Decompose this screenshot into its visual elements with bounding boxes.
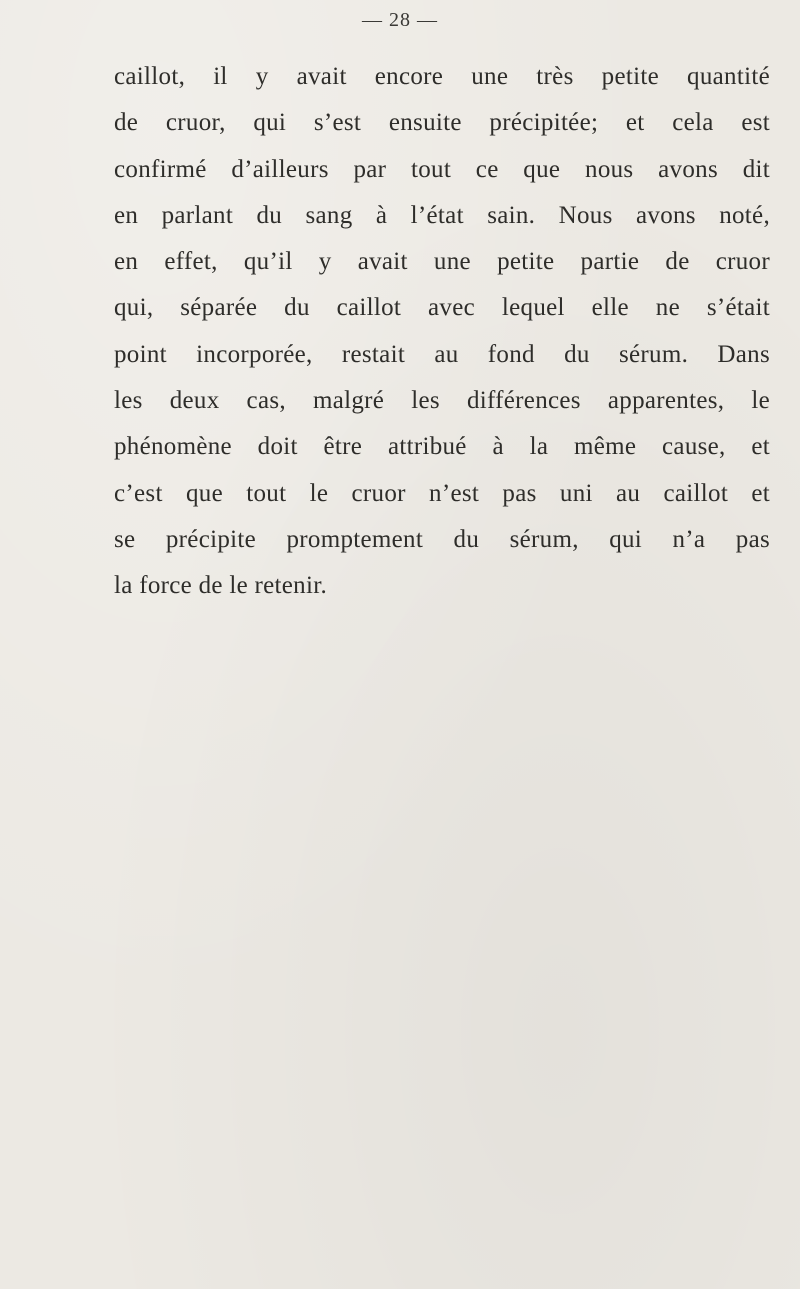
text-line: qui, séparée du caillot avec lequel elle ne s’était: [114, 294, 770, 322]
page-number: — 28 —: [362, 9, 438, 31]
text-line: point incorporée, restait au fond du sérum. Dans: [114, 340, 770, 368]
text-line: confirmé d’ailleurs par tout ce que nous avons dit: [114, 155, 770, 183]
text-line: la force de le retenir.: [114, 572, 328, 600]
text-line: caillot, il y avait encore une très petite quantité: [114, 63, 770, 90]
text-line: de cruor, qui s’est ensuite précipitée; et cela est: [114, 109, 770, 137]
text-line: en parlant du sang à l’état sain. Nous avons noté,: [114, 201, 770, 229]
text-line: se précipite promptement du sérum, qui n’a pas: [114, 525, 770, 553]
text-line: c’est que tout le cruor n’est pas uni au caillot et: [114, 479, 770, 507]
text-line: phénomène doit être attribué à la même cause, et: [114, 433, 770, 461]
text-line: en effet, qu’il y avait une petite partie de cruor: [114, 248, 770, 276]
text-line: les deux cas, malgré les différences apparentes, le: [114, 387, 770, 415]
body-paragraph: [114, 54, 770, 610]
